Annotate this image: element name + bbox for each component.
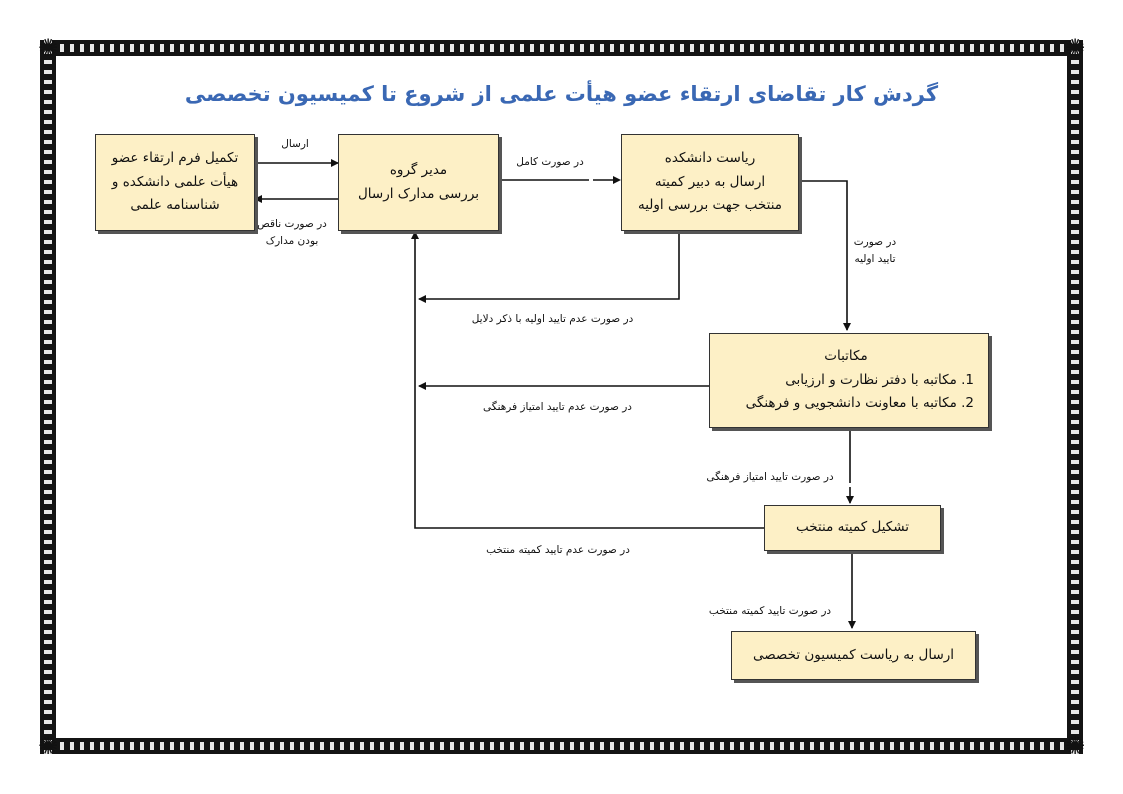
box-group-manager: مدیر گروه بررسی مدارک ارسال — [338, 134, 499, 231]
corner-ornament-icon: ✺ — [37, 732, 59, 760]
label-cultural-approval: در صورت تایید امتیاز فرهنگی — [706, 471, 834, 483]
box-faculty-head: ریاست دانشکده ارسال به دبیر کمیته منتخب جهت بررسی اولیه — [621, 134, 799, 231]
arrow-initial-approval — [799, 181, 847, 330]
label-no-initial-approval: در صورت عدم تایید اولیه با ذکر دلایل — [471, 313, 634, 325]
label-no-committee-approval: در صورت عدم تایید کمیته منتخب — [486, 544, 630, 556]
page-title: گردش کار تقاضای ارتقاء عضو هیأت علمی از شروع تا کمیسیون تخصصی — [184, 82, 939, 106]
box-form: تکمیل فرم ارتقاء عضو هیأت علمی دانشکده و شناسنامه علمی — [95, 134, 255, 231]
corner-ornament-icon: ✺ — [37, 34, 59, 62]
box-committee: تشکیل کمیته منتخب — [764, 505, 941, 551]
box-commission: ارسال به ریاست کمیسیون تخصصی — [731, 631, 976, 680]
label-initial-approval: در صورت تایید اولیه — [853, 236, 897, 265]
label-no-cultural-approval: در صورت عدم تایید امتیاز فرهنگی — [483, 401, 632, 413]
label-committee-approval: در صورت تایید کمیته منتخب — [708, 605, 832, 617]
label-send: ارسال — [281, 138, 309, 150]
label-incomplete: در صورت ناقص بودن مدارک — [257, 218, 327, 247]
label-complete: در صورت کامل — [516, 156, 584, 168]
corner-ornament-icon: ✺ — [1064, 34, 1086, 62]
arrow-no-initial-approval — [419, 231, 679, 299]
corner-ornament-icon: ✺ — [1064, 732, 1086, 760]
box-correspondence: مکاتبات 1. مکاتبه با دفتر نظارت و ارزیابی 2. مکاتبه با معاونت دانشجویی و فرهنگی — [709, 333, 989, 428]
